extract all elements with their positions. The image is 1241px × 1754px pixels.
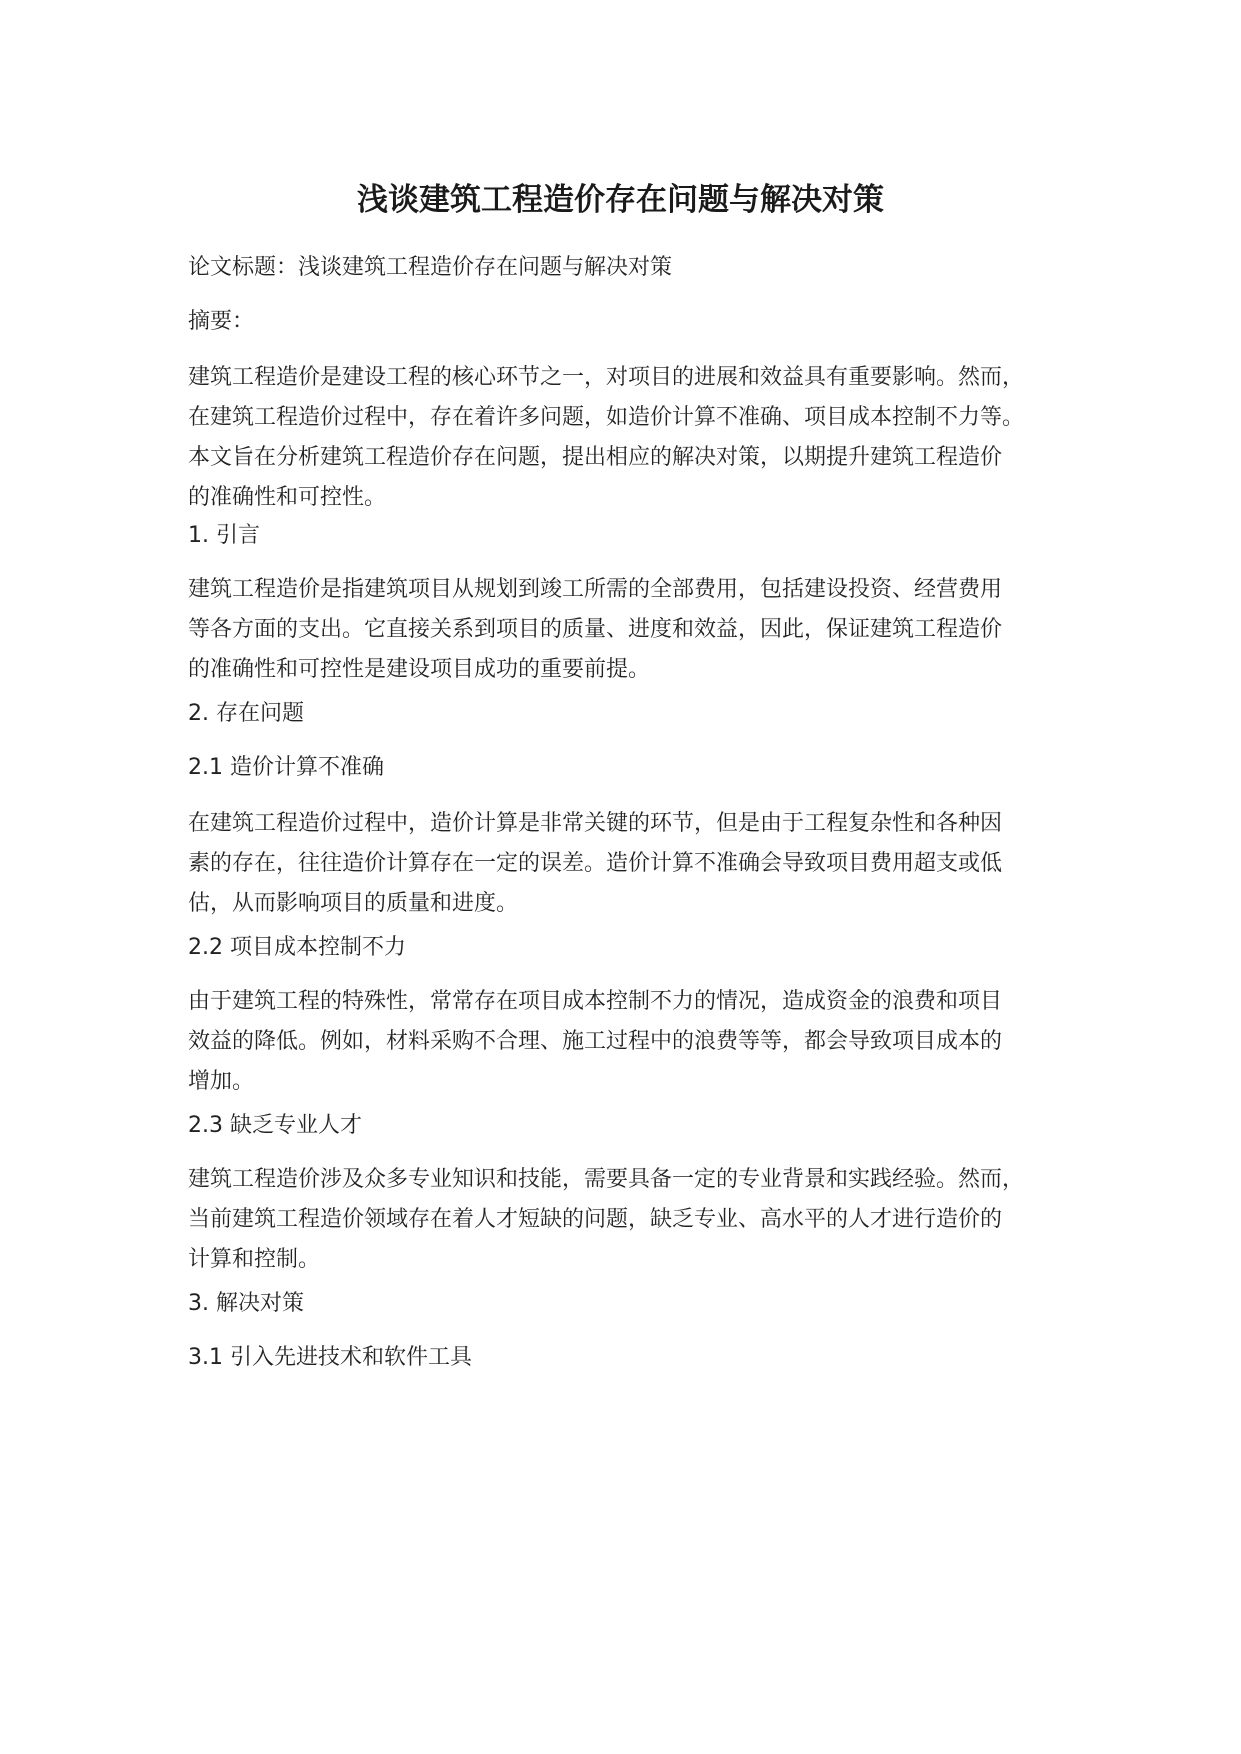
paragraph-line: 建筑工程造价涉及众多专业知识和技能，需要具备一定的专业背景和实践经验。然而，	[188, 1167, 1025, 1192]
section-1-heading: 1. 引言	[188, 523, 260, 548]
paragraph-line: 建筑工程造价是指建筑项目从规划到竣工所需的全部费用，包括建设投资、经营费用	[188, 577, 1003, 602]
section-1-paragraph	[188, 570, 1073, 690]
section-3-1-heading: 3.1 引入先进技术和软件工具	[188, 1345, 472, 1370]
abstract-label: 摘要：	[188, 309, 255, 334]
section-2-heading: 2. 存在问题	[188, 701, 304, 726]
paragraph-line: 效益的降低。例如，材料采购不合理、施工过程中的浪费等等，都会导致项目成本的	[188, 1029, 1003, 1054]
paragraph-line: 估，从而影响项目的质量和进度。	[188, 891, 519, 916]
abstract-paragraph	[188, 358, 1073, 518]
paragraph-line: 在建筑工程造价过程中，造价计算是非常关键的环节，但是由于工程复杂性和各种因	[188, 811, 1003, 836]
section-3-heading: 3. 解决对策	[188, 1291, 304, 1316]
abstract-line: 在建筑工程造价过程中，存在着许多问题，如造价计算不准确、项目成本控制不力等。	[188, 405, 1025, 430]
section-2-1-heading: 2.1 造价计算不准确	[188, 755, 384, 780]
section-2-2-heading: 2.2 项目成本控制不力	[188, 935, 406, 960]
document-title: 浅谈建筑工程造价存在问题与解决对策	[357, 182, 884, 218]
paragraph-line: 等各方面的支出。它直接关系到项目的质量、进度和效益，因此，保证建筑工程造价	[188, 617, 1003, 642]
section-2-2-paragraph	[188, 982, 1073, 1102]
abstract-line: 本文旨在分析建筑工程造价存在问题，提出相应的解决对策，以期提升建筑工程造价	[188, 445, 1003, 470]
section-2-3-heading: 2.3 缺乏专业人才	[188, 1113, 362, 1138]
paper-title-line: 论文标题：浅谈建筑工程造价存在问题与解决对策	[188, 255, 673, 280]
paragraph-line: 由于建筑工程的特殊性，常常存在项目成本控制不力的情况，造成资金的浪费和项目	[188, 989, 1003, 1014]
section-2-1-paragraph	[188, 804, 1073, 924]
paragraph-line: 增加。	[188, 1069, 255, 1094]
paragraph-line: 计算和控制。	[188, 1247, 321, 1272]
paragraph-line: 素的存在，往往造价计算存在一定的误差。造价计算不准确会导致项目费用超支或低	[188, 851, 1003, 876]
paragraph-line: 当前建筑工程造价领域存在着人才短缺的问题，缺乏专业、高水平的人才进行造价的	[188, 1207, 1003, 1232]
section-2-3-paragraph	[188, 1160, 1073, 1280]
abstract-line: 的准确性和可控性。	[188, 485, 387, 510]
paragraph-line: 的准确性和可控性是建设项目成功的重要前提。	[188, 657, 651, 682]
abstract-line: 建筑工程造价是建设工程的核心环节之一，对项目的进展和效益具有重要影响。然而，	[188, 365, 1025, 390]
